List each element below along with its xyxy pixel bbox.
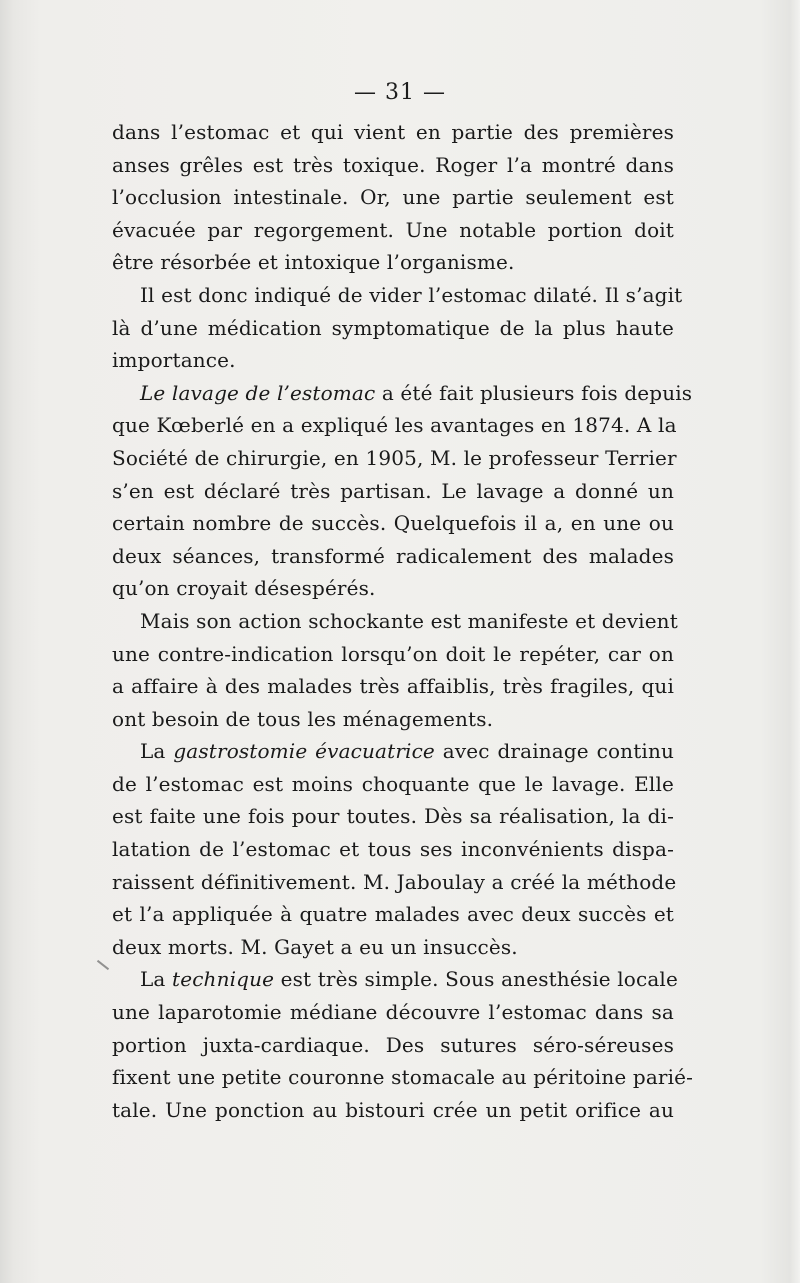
text-line (112, 800, 674, 833)
text-line (112, 638, 674, 671)
text-line (112, 1029, 674, 1062)
text-line (112, 1094, 674, 1127)
text-line (112, 149, 674, 182)
italic-text: Le lavage de l’estomac (140, 380, 376, 405)
text-line (112, 279, 683, 312)
text-segment: Il est donc indiqué de vider l’estomac dilaté. Il s’agit (140, 282, 683, 307)
text-segment: une contre-indication lorsqu’on doit le repéter, car on (112, 641, 674, 666)
italic-text: gastrostomie évacuatrice (173, 739, 435, 764)
text-segment: anses grêles est très toxique. Roger l’a montré dans (112, 152, 674, 177)
text-segment: est très simple. Sous anesthésie locale (274, 967, 678, 992)
text-segment: Société de chirurgie, en 1905, M. le professeur Terrier (112, 445, 677, 470)
text-line (112, 996, 674, 1029)
text-line (112, 898, 674, 931)
text-segment: être résorbée et intoxique l’organisme. (112, 250, 515, 275)
text-segment: a été fait plusieurs fois depuis (375, 380, 693, 405)
text-line (112, 116, 674, 149)
text-segment: certain nombre de succès. Quelquefois il a, en une ou (112, 511, 674, 536)
text-line (112, 931, 674, 964)
text-segment: deux morts. M. Gayet a eu un insuccès. (112, 934, 518, 959)
text-segment: tale. Une ponction au bistouri crée un petit orifice au (112, 1097, 674, 1122)
text-segment: qu’on croyait désespérés. (112, 576, 376, 601)
text-line (112, 312, 674, 345)
text-line (112, 442, 677, 475)
text-segment: est faite une fois pour toutes. Dès sa réalisation, la di- (112, 804, 674, 829)
text-segment: évacuée par regorgement. Une notable portion doit (112, 217, 674, 242)
text-line (112, 540, 674, 573)
text-segment: latation de l’estomac et tous ses inconvénients dispa- (112, 837, 674, 862)
text-line (112, 703, 674, 736)
text-segment: Mais son action schockante est manifeste et devient (140, 608, 678, 633)
text-segment: portion juxta-cardiaque. Des sutures séro-séreuses (112, 1032, 674, 1057)
text-line (112, 768, 674, 801)
text-line (112, 377, 693, 410)
text-segment: importance. (112, 348, 236, 373)
margin-mark (97, 960, 109, 970)
text-line (112, 670, 674, 703)
text-segment: deux séances, transformé radicalement des malades (112, 543, 674, 568)
text-line (112, 1061, 694, 1094)
text-segment: une laparotomie médiane découvre l’estomac dans sa (112, 1000, 674, 1025)
text-line (112, 214, 674, 247)
text-line (112, 409, 677, 442)
text-segment: s’en est déclaré très partisan. Le lavage a donné un (112, 478, 674, 503)
text-line (112, 866, 677, 899)
text-segment: La (140, 739, 174, 764)
text-line (112, 344, 674, 377)
body-text (112, 116, 694, 1126)
text-line (112, 833, 674, 866)
text-segment: La (140, 967, 173, 992)
text-line (112, 181, 674, 214)
text-line (112, 605, 678, 638)
text-segment: dans l’estomac et qui vient en partie des premières (112, 120, 674, 144)
text-segment: que Kœberlé en a expliqué les avantages en 1874. A la (112, 413, 677, 438)
text-segment: l’occlusion intestinale. Or, une partie seulement est (112, 185, 674, 210)
text-segment: et l’a appliquée à quatre malades avec deux succès et (112, 902, 674, 927)
page-number: — 31 — (354, 80, 446, 105)
text-segment: de l’estomac est moins choquante que le lavage. Elle (112, 771, 674, 796)
text-segment: raissent définitivement. M. Jaboulay a créé la méthode (112, 869, 677, 894)
text-line (112, 572, 674, 605)
text-segment: là d’une médication symptomatique de la plus haute (112, 315, 674, 340)
text-line (112, 507, 674, 540)
text-line (112, 475, 674, 508)
text-segment: ont besoin de tous les ménagements. (112, 706, 494, 731)
text-segment: a affaire à des malades très affaiblis, très fragiles, qui (112, 674, 674, 699)
italic-text: technique (172, 967, 275, 992)
text-segment: fixent une petite couronne stomacale au péritoine parié- (112, 1065, 694, 1090)
text-line (112, 735, 674, 768)
text-line (112, 963, 678, 996)
text-segment: avec drainage continu (434, 739, 675, 764)
text-line (112, 246, 674, 279)
